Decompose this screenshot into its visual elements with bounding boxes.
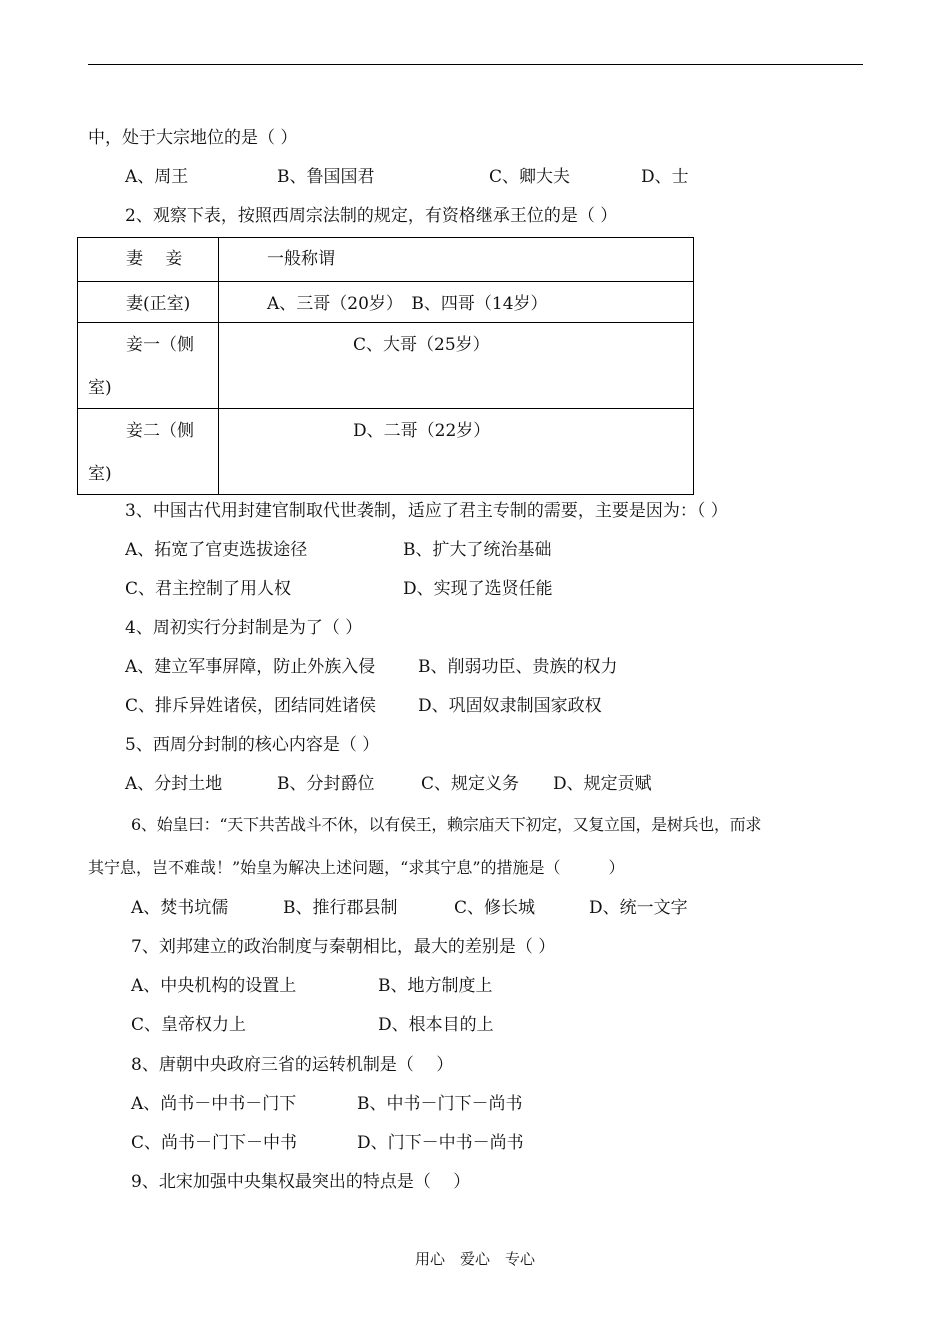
q9-stem: 9、北宋加强中央集权最突出的特点是（ ）	[131, 1172, 471, 1192]
q6-option-d: D、统一文字	[589, 898, 688, 918]
table-cell	[219, 409, 694, 495]
q8-option-a: A、尚书－中书－门下	[131, 1094, 297, 1114]
q5-option-b: B、分封爵位	[277, 774, 375, 794]
table-cell	[219, 238, 694, 282]
q5-option-a: A、分封土地	[125, 774, 223, 794]
q1-option-a: A、周王	[125, 167, 189, 187]
table-row	[78, 323, 694, 409]
q4-option-d: D、巩固奴隶制国家政权	[418, 696, 602, 716]
q7-stem: 7、刘邦建立的政治制度与秦朝相比，最大的差别是（ ）	[131, 937, 556, 957]
q3-stem: 3、中国古代用封建官制取代世袭制，适应了君主专制的需要，主要是因为：（ ）	[125, 501, 728, 521]
row-label-concubine1-line1: 妾一（侧	[126, 335, 194, 355]
q2-stem: 2、观察下表，按照西周宗法制的规定，有资格继承王位的是（ ）	[125, 206, 618, 226]
row-value-concubine1: C、大哥（25岁）	[353, 335, 490, 355]
table-row	[78, 409, 694, 495]
table-cell	[78, 238, 219, 282]
q8-option-d: D、门下－中书－尚书	[357, 1133, 524, 1153]
kinship-table	[77, 237, 694, 495]
q5-option-d: D、规定贡赋	[553, 774, 652, 794]
q8-option-c: C、尚书－门下－中书	[131, 1133, 298, 1153]
q6-option-a: A、焚书坑儒	[131, 898, 229, 918]
table-header-row	[78, 238, 694, 282]
q5-stem: 5、西周分封制的核心内容是（ ）	[125, 735, 380, 755]
table-header-wife-concubine: 妻 妾	[126, 249, 183, 269]
q7-option-c: C、皇帝权力上	[131, 1015, 247, 1035]
row-label-concubine2-line1: 妾二（侧	[126, 421, 194, 441]
q1-option-c: C、卿大夫	[489, 167, 571, 187]
q1-option-b: B、鲁国国君	[277, 167, 375, 187]
table-cell	[78, 282, 219, 323]
q6-option-b: B、推行郡县制	[283, 898, 398, 918]
q4-option-a: A、建立军事屏障，防止外族入侵	[125, 657, 376, 677]
header-rule	[88, 64, 863, 65]
q3-option-d: D、实现了选贤任能	[403, 579, 553, 599]
q5-option-c: C、规定义务	[421, 774, 520, 794]
page-footer: 用心 爱心 专心	[414, 1250, 535, 1268]
q3-option-a: A、拓宽了官吏选拔途径	[125, 540, 308, 560]
q3-option-b: B、扩大了统治基础	[403, 540, 552, 560]
intro-line: 中，处于大宗地位的是（ ）	[88, 128, 298, 148]
row-label-wife: 妻(正室)	[126, 294, 191, 314]
q7-option-b: B、地方制度上	[378, 976, 493, 996]
table-row	[78, 282, 694, 323]
row-label-concubine2-line2: 室)	[88, 464, 112, 484]
row-value-wife: A、三哥（20岁） B、四哥（14岁）	[267, 294, 548, 314]
table-cell	[78, 323, 219, 409]
row-label-concubine1-line2: 室)	[88, 378, 112, 398]
q4-option-c: C、排斥异姓诸侯，团结同姓诸侯	[125, 696, 377, 716]
q1-option-d: D、士	[641, 167, 689, 187]
q7-option-a: A、中央机构的设置上	[131, 976, 297, 996]
q8-stem: 8、唐朝中央政府三省的运转机制是（ ）	[131, 1055, 454, 1075]
table-cell	[219, 282, 694, 323]
table-header-title: 一般称谓	[267, 249, 335, 269]
table-cell	[219, 323, 694, 409]
q3-option-c: C、君主控制了用人权	[125, 579, 292, 599]
table-cell	[78, 409, 219, 495]
q7-option-d: D、根本目的上	[378, 1015, 494, 1035]
q8-option-b: B、中书－门下－尚书	[357, 1094, 523, 1114]
q6-stem-line2: 其宁息，岂不难哉！”始皇为解决上述问题，“求其宁息”的措施是（ ）	[88, 858, 625, 877]
row-value-concubine2: D、二哥（22岁）	[353, 421, 491, 441]
q4-option-b: B、削弱功臣、贵族的权力	[418, 657, 618, 677]
q6-option-c: C、修长城	[454, 898, 536, 918]
q6-stem-line1: 6、始皇曰：“天下共苦战斗不休，以有侯王，赖宗庙天下初定，又复立国，是树兵也，而求	[131, 815, 762, 834]
q4-stem: 4、周初实行分封制是为了（ ）	[125, 618, 363, 638]
